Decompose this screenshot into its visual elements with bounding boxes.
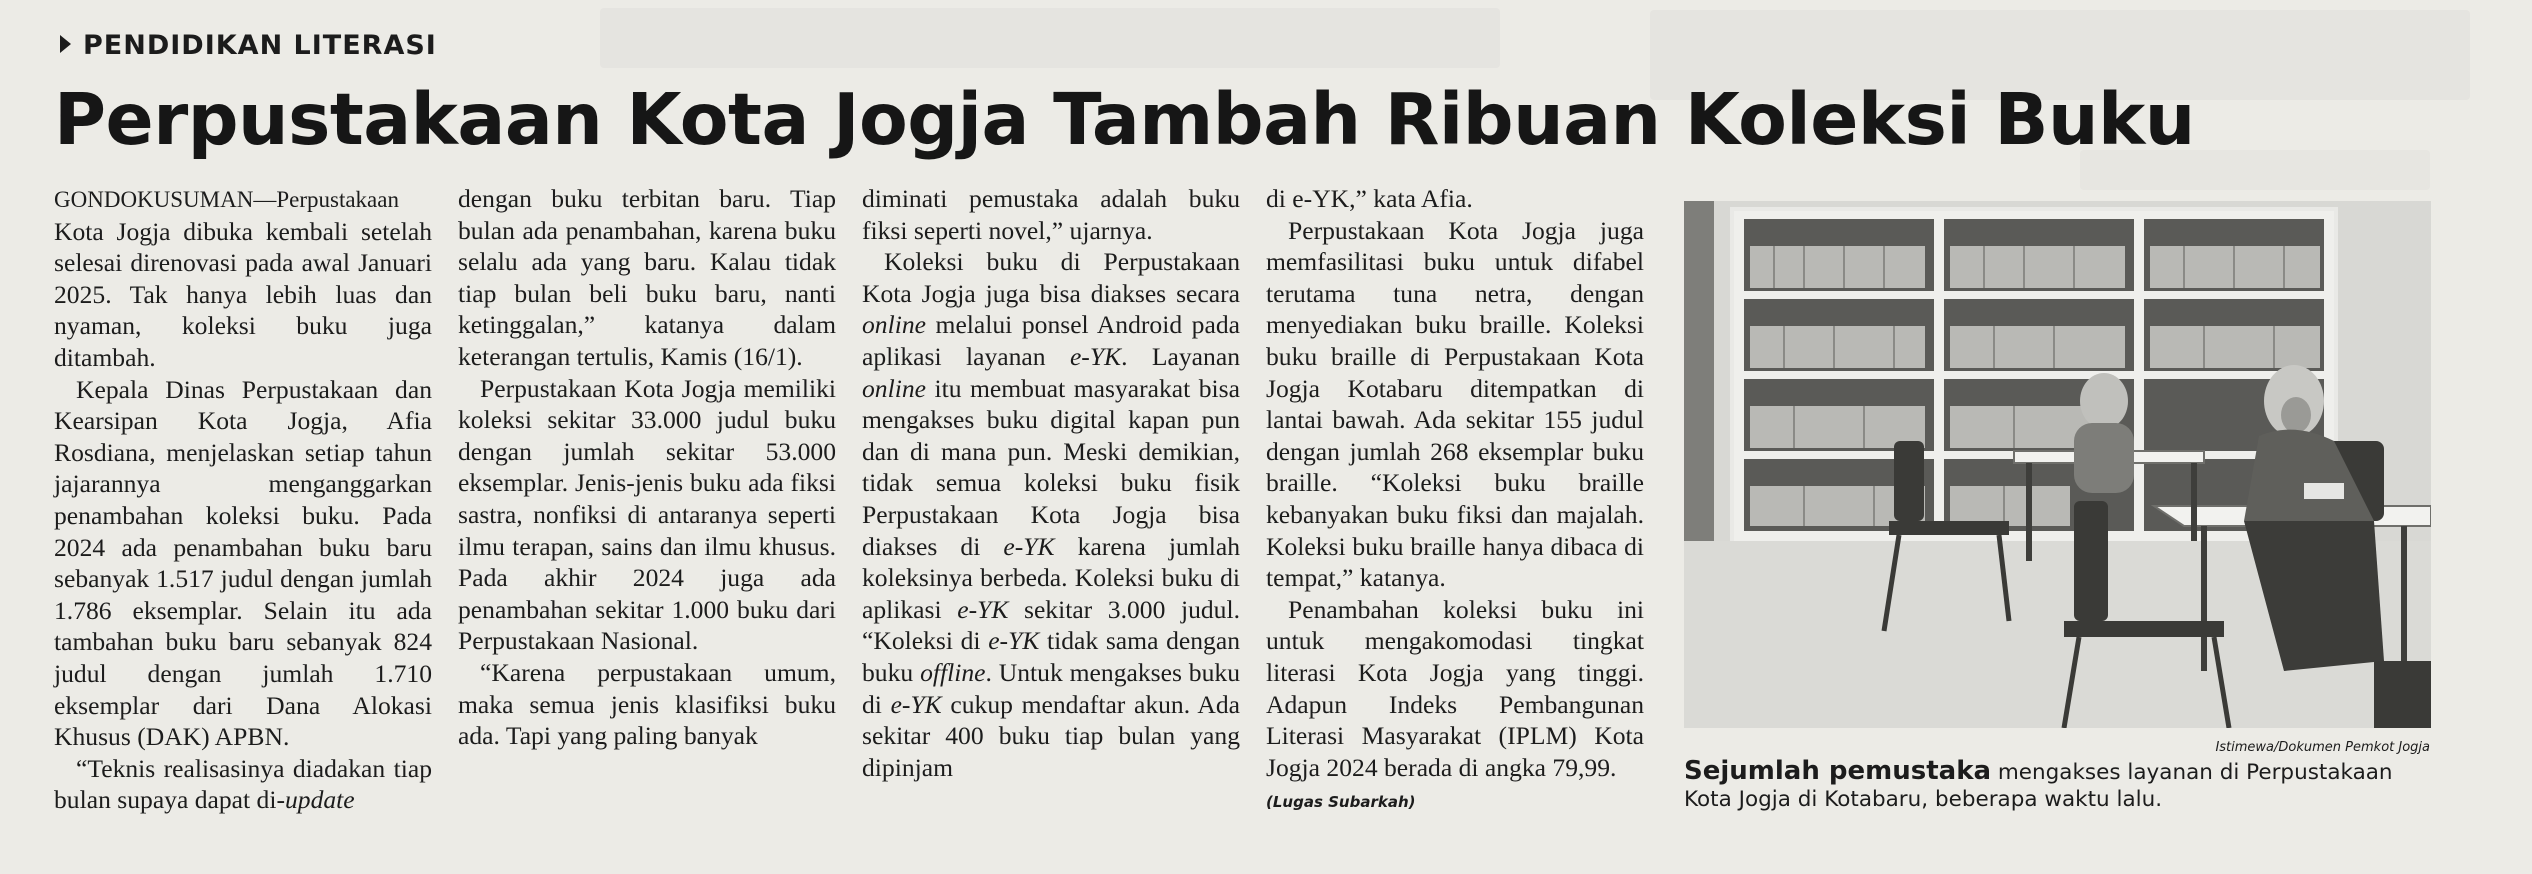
article-paragraph: Penambahan koleksi buku ini untuk mengakomodasi tingkat literasi Kota Jogja yang tinggi. Adapun Indeks Pembangunan Literasi Masyarakat (IPLM) Kota Jogja 2024 berada di angka 79,99.	[1266, 594, 1644, 782]
section-rubric	[60, 30, 437, 61]
headline: Perpustakaan Kota Jogja Tambah Ribuan Koleksi Buku	[54, 78, 2195, 161]
article-paragraph: “Teknis realisasinya diadakan tiap bulan supaya dapat di-update	[54, 753, 432, 815]
article-column-4	[1266, 183, 1644, 819]
article-column-2	[458, 183, 836, 752]
library-photo	[1684, 201, 2431, 728]
caption-lead: Sejumlah pemustaka	[1684, 756, 1992, 786]
article-paragraph: Kepala Dinas Perpustakaan dan Kearsipan Kota Jogja, Afia Rosdiana, menjelaskan setiap tahun jajarannya menganggarkan penambahan koleksi buku. Pada 2024 ada penambahan buku baru sebanyak 1.517 judul dengan jumlah 1.786 eksemplar. Selain itu ada tambahan buku baru sebanyak 824 judul dengan jumlah 1.710 eksemplar dari Dana Alokasi Khusus (DAK) APBN.	[54, 374, 432, 752]
article-paragraph: Perpustakaan Kota Jogja memiliki koleksi sekitar 33.000 judul buku dengan jumlah sekitar 53.000 eksemplar. Jenis-jenis buku ada fiksi sastra, nonfiksi di antaranya seperti ilmu terapan, sains dan ilmu khusus. Pada akhir 2024 juga ada penambahan sekitar 1.000 buku dari Perpustakaan Nasional.	[458, 373, 836, 656]
photo-caption	[1684, 758, 2434, 813]
article-paragraph: dengan buku terbitan baru. Tiap bulan ada penambahan, karena buku selalu ada yang baru. Kalau tidak tiap bulan beli buku baru, nanti ketinggalan,” katanya dalam keterangan tertulis, Kamis (16/1).	[458, 184, 836, 371]
bleed-through-noise	[600, 8, 1500, 68]
article-column-1	[54, 183, 432, 816]
article-column-3	[862, 183, 1240, 783]
article-paragraph: diminati pemustaka adalah buku fiksi seperti novel,” ujarnya.	[862, 184, 1240, 245]
article-paragraph: GONDOKUSUMAN—Perpustakaan Kota Jogja dibuka kembali setelah selesai direnovasi pada awal Januari 2025. Tak hanya lebih luas dan nyaman, koleksi buku juga ditambah.	[54, 187, 432, 372]
article-paragraph: Perpustakaan Kota Jogja juga memfasilitasi buku untuk difabel terutama tuna netra, dengan menyediakan buku braille. Koleksi buku braille di Perpustakaan Kota Jogja Kotabaru ditempatkan di lantai bawah. Ada sekitar 155 judul dengan jumlah 268 eksemplar buku braille. “Koleksi buku braille kebanyakan buku fiksi dan majalah. Koleksi buku braille hanya dibaca di tempat,” katanya.	[1266, 215, 1644, 593]
byline: (Lugas Subarkah)	[1266, 793, 1416, 812]
article-paragraph: Koleksi buku di Perpustakaan Kota Jogja juga bisa diakses secara online melalui ponsel Android pada aplikasi layanan e-YK. Layanan online itu membuat masyarakat bisa mengakses buku digital kapan pun dan di mana pun. Meski demikian, tidak semua koleksi buku fisik Perpustakaan Kota Jogja bisa diakses di e-YK karena jumlah koleksinya berbeda. Koleksi buku di aplikasi e-YK sekitar 3.000 judul. “Koleksi di e-YK tidak sama dengan buku offline. Untuk mengakses buku di e-YK cukup mendaftar akun. Ada sekitar 400 buku tiap bulan yang dipinjam	[862, 247, 1240, 782]
article-paragraph: “Karena perpustakaan umum, maka semua jenis klasifiksi buku ada. Tapi yang paling banyak	[458, 657, 836, 751]
photo-credit: Istimewa/Dokumen Pemkot Jogja	[2215, 740, 2430, 755]
section-rubric-label: PENDIDIKAN LITERASI	[83, 30, 437, 61]
caption-text: mengakses layanan di Perpustakaan Kota Jogja di Kotabaru, beberapa waktu lalu.	[1684, 760, 2393, 812]
article-paragraph: di e-YK,” kata Afia.	[1266, 184, 1473, 213]
triangle-bullet-icon	[60, 35, 71, 53]
library-reading-room-illustration	[1684, 201, 2431, 728]
